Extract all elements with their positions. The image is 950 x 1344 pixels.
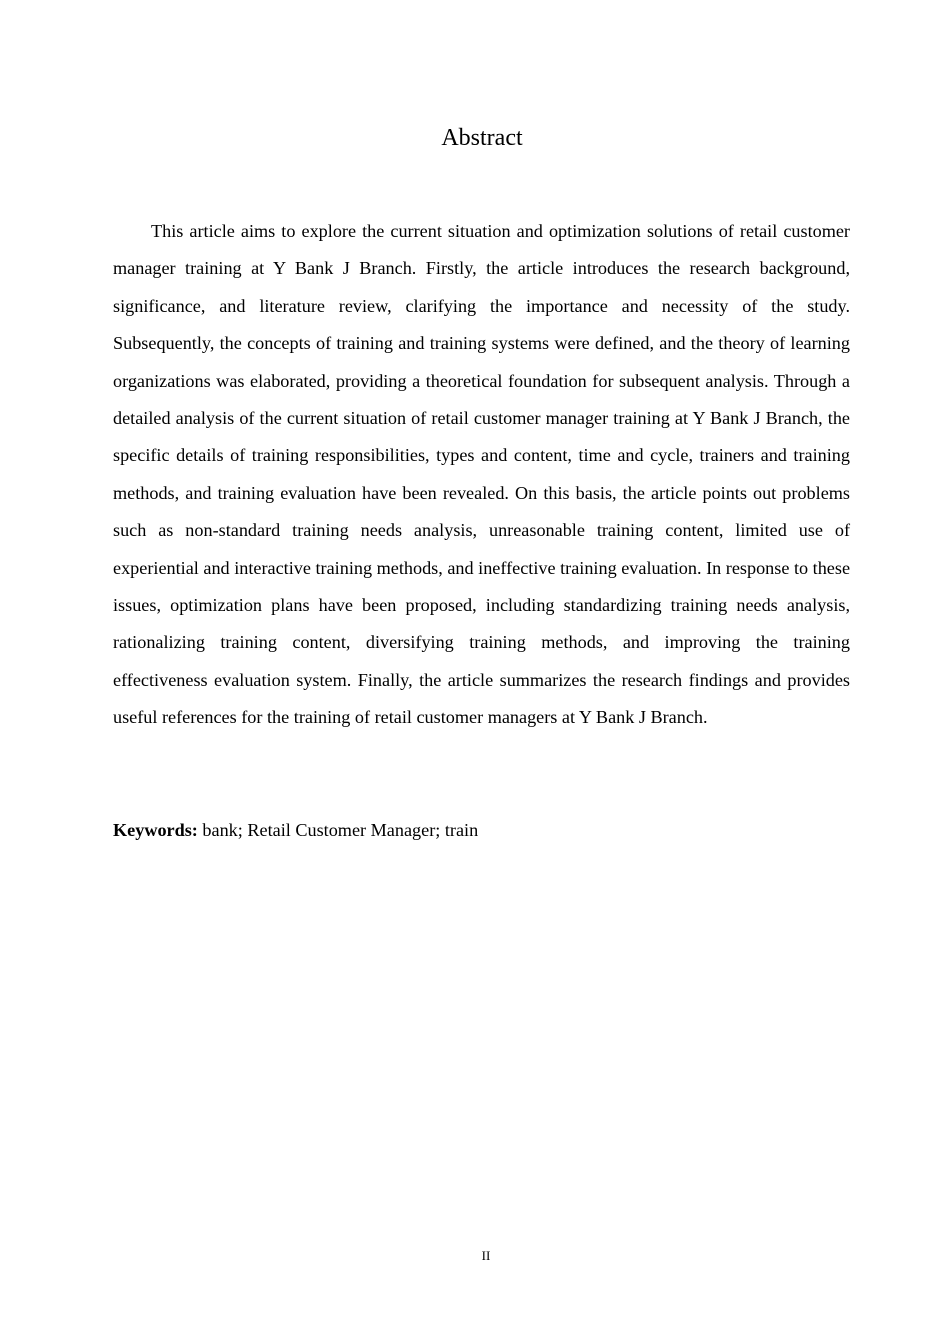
abstract-title: Abstract	[441, 125, 523, 151]
abstract-body: This article aims to explore the current situation and optimization solutions of retail customer manager training at Y Bank J Branch. Firstly, the article introduces the research background, significance, and literature review, clarifying the importance and necessity of the study. Subsequently, the concepts of training and training systems were defined, and the theory of learning organizations was elaborated, providing a theoretical foundation for subsequent analysis. Through a detailed analysis of the current situation of retail customer manager training at Y Bank J Branch, the specific details of training responsibilities, types and content, time and cycle, trainers and training methods, and training evaluation have been revealed. On this basis, the article points out problems such as non-standard training needs analysis, unreasonable training content, limited use of experiential and interactive training methods, and ineffective training evaluation. In response to these issues, optimization plans have been proposed, including standardizing training needs analysis, rationalizing training content, diversifying training methods, and improving the training effectiveness evaluation system. Finally, the article summarizes the research findings and provides useful references for the training of retail customer managers at Y Bank J Branch.	[113, 221, 851, 728]
keywords-label: Keywords:	[113, 820, 198, 840]
page-number: II	[481, 1248, 491, 1263]
keywords-line	[113, 814, 850, 846]
keywords-value: bank; Retail Customer Manager; train	[197, 820, 479, 840]
